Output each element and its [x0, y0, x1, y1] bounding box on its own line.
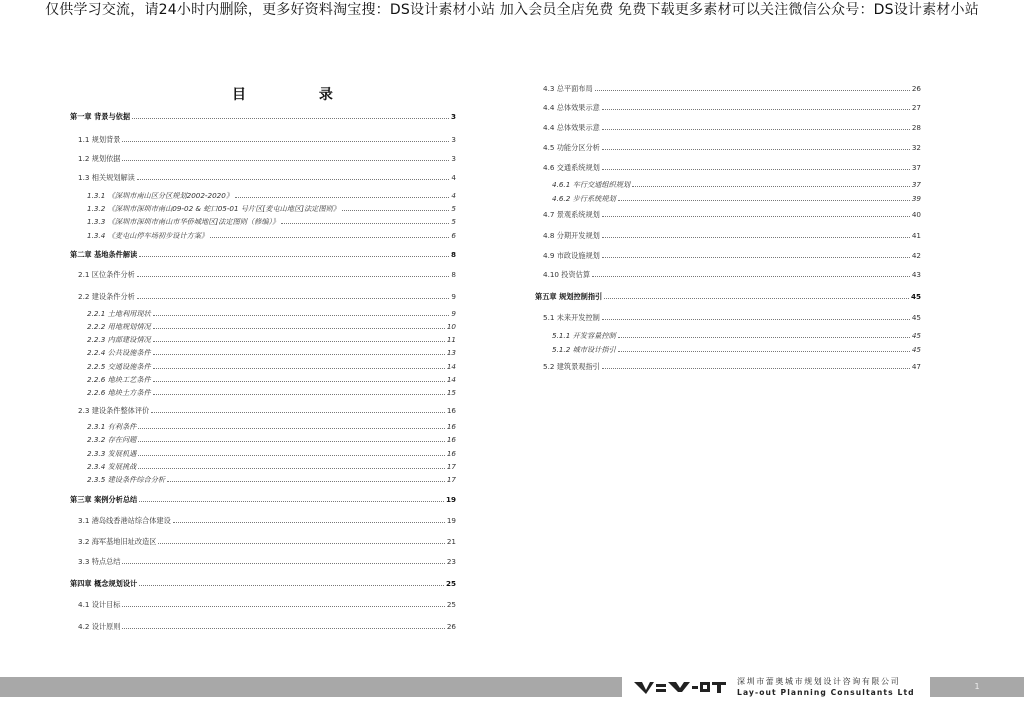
toc-section-entry — [70, 557, 456, 566]
dot-leader — [602, 128, 910, 130]
toc-entry-page: 17 — [446, 462, 456, 471]
dot-leader — [139, 584, 444, 586]
toc-entry-label: 2.3 建设条件整体评价 — [78, 406, 150, 415]
dot-leader — [122, 562, 444, 564]
dot-leader — [602, 318, 910, 320]
toc-entry-label: 4.9 市政设施规划 — [543, 251, 600, 260]
toc-entry-page: 47 — [911, 362, 921, 371]
watermark-banner: 仅供学习交流，请24小时内删除，更多好资料淘宝搜：DS设计素材小站 加入会员全店免费 免费下载更多素材可以关注微信公众号：DS设计素材小站 — [45, 2, 979, 18]
toc-subsection-entry — [70, 348, 456, 357]
toc-entry-label: 2.3.4 发展挑战 — [87, 462, 137, 471]
toc-entry-page: 5 — [451, 217, 456, 226]
page-title: 目 录 — [232, 87, 367, 103]
toc-entry-page: 37 — [911, 163, 921, 172]
toc-entry-page: 19 — [445, 495, 456, 504]
toc-entry-label: 4.10 投资估算 — [543, 270, 591, 279]
toc-section-entry — [70, 600, 456, 609]
toc-subsection-entry — [70, 231, 456, 240]
toc-section-entry — [70, 537, 456, 546]
toc-entry-page: 45 — [911, 331, 921, 340]
toc-subsection-entry — [70, 388, 456, 397]
dot-leader — [122, 627, 444, 629]
footer-bar-left — [0, 677, 622, 697]
toc-subsection-entry — [70, 217, 456, 226]
dot-leader — [139, 255, 449, 257]
toc-entry-label: 5.2 建筑景观指引 — [543, 362, 600, 371]
toc-subsection-entry — [70, 309, 456, 318]
toc-entry-label: 2.2.1 土地利用现状 — [87, 309, 151, 318]
toc-entry-page: 8 — [450, 250, 456, 259]
toc-entry-label: 3.1 港岛线香港站综合体建设 — [78, 516, 171, 525]
toc-entry-page: 3 — [451, 154, 456, 163]
toc-entry-page: 26 — [446, 622, 456, 631]
toc-entry-page: 4 — [451, 191, 456, 200]
toc-entry-page: 32 — [911, 143, 921, 152]
dot-leader — [618, 336, 910, 338]
toc-entry-page: 41 — [911, 231, 921, 240]
toc-entry-label: 4.6.1 车行交通组织规划 — [552, 180, 631, 189]
toc-entry-label: 4.1 设计目标 — [78, 600, 121, 609]
toc-subsection-entry — [535, 331, 921, 340]
toc-entry-page: 17 — [446, 475, 456, 484]
toc-entry-label: 4.3 总平面布局 — [543, 84, 593, 93]
toc-entry-page: 3 — [450, 112, 456, 121]
toc-entry-label: 第一章 背景与依据 — [70, 112, 131, 121]
toc-entry-page: 25 — [446, 600, 456, 609]
toc-entry-label: 1.3.2 《深圳市深圳市南山09-02 & 蛇口05-01 号片区[麦屯山地区]法定图则》 — [87, 204, 340, 213]
toc-entry-label: 2.3.3 发展机遇 — [87, 449, 137, 458]
toc-subsection-entry — [70, 475, 456, 484]
toc-chapter-entry — [70, 112, 456, 121]
dot-leader — [595, 89, 910, 91]
dot-leader — [138, 454, 445, 456]
toc-entry-page: 11 — [446, 335, 456, 344]
dot-leader — [602, 236, 910, 238]
dot-leader — [592, 275, 910, 277]
toc-section-entry — [535, 163, 921, 172]
toc-entry-label: 1.3 相关规划解读 — [78, 173, 135, 182]
toc-entry-label: 2.2 建设条件分析 — [78, 292, 135, 301]
toc-entry-page: 39 — [911, 194, 921, 203]
toc-entry-page: 16 — [446, 449, 456, 458]
toc-section-entry — [70, 292, 456, 301]
toc-entry-label: 第三章 案例分析总结 — [70, 495, 138, 504]
dot-leader — [173, 521, 445, 523]
toc-section-entry — [535, 251, 921, 260]
dot-leader — [167, 480, 445, 482]
toc-entry-page: 45 — [911, 313, 921, 322]
toc-entry-label: 4.6 交通系统规划 — [543, 163, 600, 172]
toc-entry-page: 23 — [446, 557, 456, 566]
toc-entry-label: 3.3 特点总结 — [78, 557, 121, 566]
toc-entry-page: 37 — [911, 180, 921, 189]
toc-entry-page: 14 — [446, 375, 456, 384]
dot-leader — [137, 178, 450, 180]
toc-chapter-entry — [70, 495, 456, 504]
toc-entry-page: 40 — [911, 210, 921, 219]
dot-leader — [602, 168, 910, 170]
toc-entry-page: 25 — [445, 579, 456, 588]
toc-entry-label: 5.1 未来开发控制 — [543, 313, 600, 322]
dot-leader — [153, 380, 445, 382]
dot-leader — [137, 297, 450, 299]
dot-leader — [153, 327, 445, 329]
toc-section-entry — [535, 143, 921, 152]
dot-leader — [122, 605, 444, 607]
toc-entry-label: 2.2.5 交通设施条件 — [87, 362, 151, 371]
toc-entry-page: 13 — [446, 348, 456, 357]
dot-leader — [281, 222, 449, 224]
toc-entry-label: 1.1 规划背景 — [78, 135, 121, 144]
toc-chapter-entry — [70, 250, 456, 259]
toc-subsection-entry — [70, 449, 456, 458]
toc-entry-label: 4.4 总体效果示意 — [543, 103, 600, 112]
toc-subsection-entry — [535, 194, 921, 203]
toc-entry-page: 8 — [451, 270, 456, 279]
toc-section-entry — [535, 103, 921, 112]
dot-leader — [153, 393, 445, 395]
toc-section-entry — [70, 622, 456, 631]
toc-entry-label: 2.1 区位条件分析 — [78, 270, 135, 279]
toc-entry-label: 2.2.4 公共设施条件 — [87, 348, 151, 357]
toc-entry-page: 9 — [451, 292, 456, 301]
dot-leader — [132, 117, 449, 119]
toc-section-entry — [70, 154, 456, 163]
toc-entry-label: 第五章 规划控制指引 — [535, 292, 603, 301]
company-name-cn: 深圳市蕾奥城市规划设计咨询有限公司 — [737, 677, 901, 686]
toc-subsection-entry — [70, 462, 456, 471]
toc-subsection-entry — [70, 335, 456, 344]
toc-section-entry — [535, 84, 921, 93]
toc-entry-label: 2.2.6 地块土方条件 — [87, 388, 151, 397]
toc-entry-label: 1.2 规划依据 — [78, 154, 121, 163]
toc-entry-page: 14 — [446, 362, 456, 371]
toc-section-entry — [535, 313, 921, 322]
toc-entry-label: 4.4 总体效果示意 — [543, 123, 600, 132]
toc-subsection-entry — [70, 375, 456, 384]
dot-leader — [618, 199, 910, 201]
toc-section-entry — [535, 270, 921, 279]
dot-leader — [602, 148, 910, 150]
toc-chapter-entry — [70, 579, 456, 588]
toc-entry-label: 1.3.4 《麦屯山停车场初步设计方案》 — [87, 231, 209, 240]
toc-entry-label: 4.2 设计原则 — [78, 622, 121, 631]
toc-entry-label: 3.2 海军基地旧址改造区 — [78, 537, 157, 546]
dot-leader — [138, 427, 445, 429]
toc-entry-page: 19 — [446, 516, 456, 525]
toc-entry-page: 4 — [451, 173, 456, 182]
dot-leader — [602, 256, 910, 258]
toc-entry-page: 6 — [451, 231, 456, 240]
dot-leader — [151, 411, 445, 413]
dot-leader — [604, 297, 909, 299]
toc-entry-page: 10 — [446, 322, 456, 331]
toc-entry-label: 4.6.2 步行系统规划 — [552, 194, 616, 203]
toc-section-entry — [535, 123, 921, 132]
dot-leader — [139, 500, 444, 502]
toc-entry-label: 2.2.6 地块工艺条件 — [87, 375, 151, 384]
toc-entry-label: 4.8 分期开发规划 — [543, 231, 600, 240]
toc-section-entry — [70, 270, 456, 279]
dot-leader — [235, 196, 449, 198]
dot-leader — [602, 215, 910, 217]
toc-entry-page: 15 — [446, 388, 456, 397]
toc-subsection-entry — [70, 435, 456, 444]
toc-entry-page: 43 — [911, 270, 921, 279]
toc-subsection-entry — [70, 191, 456, 200]
toc-entry-label: 2.3.5 建设条件综合分析 — [87, 475, 166, 484]
toc-entry-page: 42 — [911, 251, 921, 260]
dot-leader — [138, 440, 445, 442]
toc-entry-label: 5.1.1 开发容量控制 — [552, 331, 616, 340]
dot-leader — [632, 185, 910, 187]
company-logo — [632, 676, 728, 698]
toc-entry-page: 9 — [451, 309, 456, 318]
toc-entry-label: 5.1.2 城市设计指引 — [552, 345, 616, 354]
toc-entry-label: 第二章 基地条件解读 — [70, 250, 138, 259]
toc-section-entry — [535, 362, 921, 371]
dot-leader — [153, 314, 450, 316]
toc-chapter-entry — [535, 292, 921, 301]
toc-entry-page: 21 — [446, 537, 456, 546]
toc-entry-page: 28 — [911, 123, 921, 132]
dot-leader — [153, 353, 445, 355]
toc-section-entry — [70, 173, 456, 182]
dot-leader — [602, 108, 910, 110]
toc-section-entry — [70, 135, 456, 144]
company-name-en: Lay-out Planning Consultants Ltd — [737, 688, 915, 697]
toc-subsection-entry — [70, 422, 456, 431]
toc-section-entry — [70, 406, 456, 415]
dot-leader — [602, 367, 910, 369]
toc-subsection-entry — [70, 322, 456, 331]
dot-leader — [137, 275, 450, 277]
toc-entry-page: 5 — [451, 204, 456, 213]
toc-entry-page: 45 — [911, 345, 921, 354]
toc-subsection-entry — [70, 204, 456, 213]
toc-entry-page: 26 — [911, 84, 921, 93]
toc-entry-label: 4.5 功能分区分析 — [543, 143, 600, 152]
toc-entry-page: 27 — [911, 103, 921, 112]
dot-leader — [122, 140, 449, 142]
toc-entry-label: 1.3.3 《深圳市深圳市南山市华侨城地区]法定图则（修编）》 — [87, 217, 280, 226]
toc-entry-label: 2.3.1 有利条件 — [87, 422, 137, 431]
toc-entry-label: 第四章 概念规划设计 — [70, 579, 138, 588]
page-number: 1 — [974, 682, 980, 691]
dot-leader — [138, 467, 445, 469]
toc-entry-page: 45 — [910, 292, 921, 301]
dot-leader — [153, 367, 445, 369]
toc-entry-label: 4.7 景观系统规划 — [543, 210, 600, 219]
dot-leader — [618, 350, 910, 352]
toc-subsection-entry — [70, 362, 456, 371]
toc-entry-label: 2.2.2 用地规划情况 — [87, 322, 151, 331]
toc-entry-label: 2.2.3 内部建设情况 — [87, 335, 151, 344]
toc-subsection-entry — [535, 345, 921, 354]
toc-entry-label: 2.3.2 存在问题 — [87, 435, 137, 444]
dot-leader — [342, 209, 450, 211]
dot-leader — [153, 340, 445, 342]
toc-subsection-entry — [535, 180, 921, 189]
toc-section-entry — [70, 516, 456, 525]
dot-leader — [210, 236, 449, 238]
toc-entry-page: 3 — [451, 135, 456, 144]
toc-entry-page: 16 — [446, 435, 456, 444]
toc-entry-page: 16 — [446, 406, 456, 415]
toc-section-entry — [535, 231, 921, 240]
dot-leader — [158, 542, 444, 544]
dot-leader — [122, 159, 449, 161]
toc-entry-page: 16 — [446, 422, 456, 431]
toc-section-entry — [535, 210, 921, 219]
toc-entry-label: 1.3.1 《深圳市南山区分区规划2002-2020》 — [87, 191, 234, 200]
